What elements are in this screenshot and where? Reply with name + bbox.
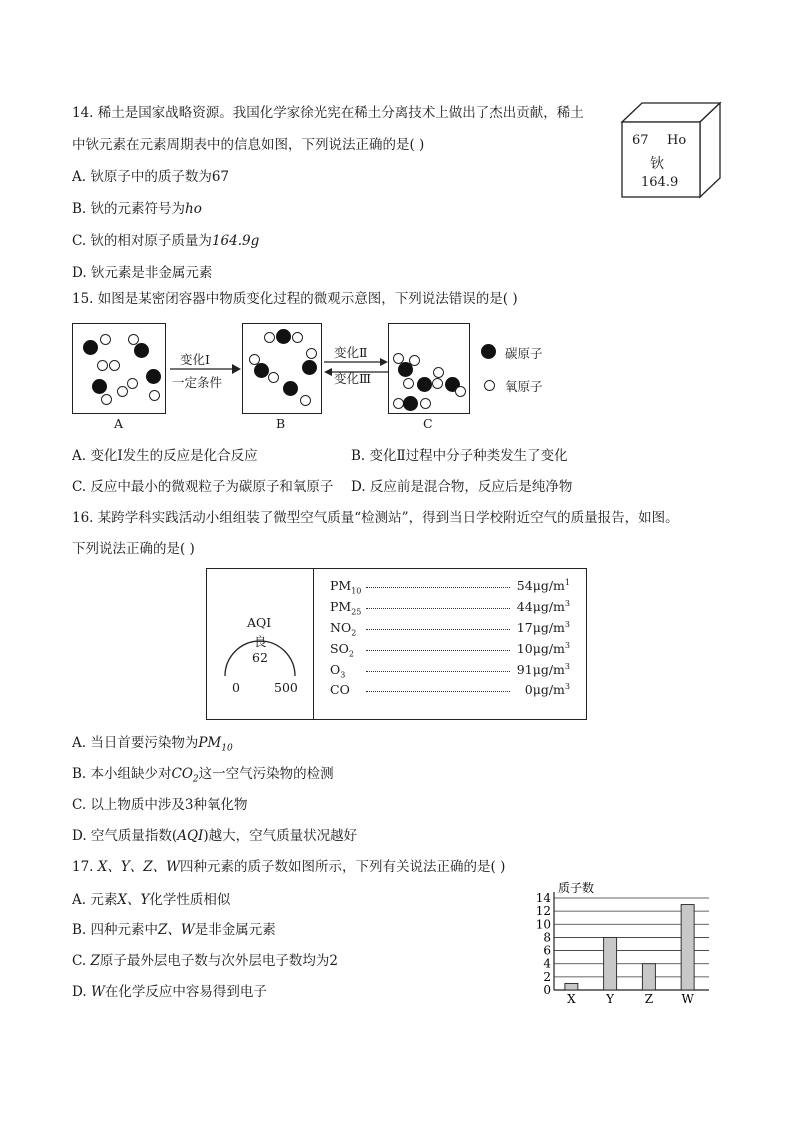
q14-option-c: [72, 232, 259, 250]
aqi-reading-name-sub: 10: [351, 586, 362, 596]
oxygen-atom: [306, 348, 317, 359]
legend-oxygen-label: 氧原子: [505, 379, 543, 394]
q17-option-d-post: 在化学反应中容易得到电子: [104, 984, 267, 1000]
aqi-reading-row: [330, 599, 570, 617]
y-tick-label: 10: [535, 917, 551, 932]
q16-option-b-text: B. 本小组缺少对: [72, 766, 172, 782]
q16-option-c: C. 以上物质中涉及3种氧化物: [72, 797, 248, 813]
aqi-reading-value-sup: 3: [564, 620, 570, 629]
legend-carbon-icon: [481, 344, 496, 359]
leader-dots: [366, 671, 510, 672]
leader-dots: [366, 650, 510, 651]
q14-option-a: A. 钬原子中的质子数为67: [72, 169, 230, 185]
q17-stem-text: 四种元素的质子数如图所示，下列有关说法正确的是( ): [180, 859, 506, 875]
q17-option-d: [72, 983, 267, 1001]
aqi-reading-value-text: 0μg/m: [524, 682, 565, 698]
carbon-atom: [403, 396, 418, 411]
aqi-reading-row: [330, 662, 570, 680]
aqi-reading-name-sub: 25: [351, 607, 362, 617]
x-tick-label: Z: [644, 992, 654, 1006]
proton-count-chart: [535, 880, 720, 1010]
aqi-reading-value: [517, 641, 570, 656]
q14-option-c-text: C. 钬的相对原子质量为: [72, 233, 212, 249]
carbon-atom: [134, 343, 149, 358]
q17-stem: [72, 858, 505, 876]
oxygen-atom: [292, 332, 303, 343]
q16-option-b: [72, 765, 334, 789]
q14-stem-line1: 14. 稀土是国家战略资源。我国化学家徐光宪在稀土分离技术上做出了杰出贡献，稀土: [72, 105, 584, 121]
y-axis-label: 质子数: [558, 881, 595, 895]
q16-option-a-text: A. 当日首要污染物为: [72, 735, 199, 751]
oxygen-atom: [109, 360, 120, 371]
aqi-reading-name: [330, 682, 350, 697]
oxygen-atom: [432, 378, 443, 389]
aqi-reading-name-text: SO: [330, 641, 349, 656]
q17-option-d-math: W: [90, 984, 105, 1000]
oxygen-atom: [101, 394, 112, 405]
q17-stem-math: X、Y、Z、W: [97, 859, 181, 875]
q17-option-c-math: Z: [90, 953, 100, 969]
aqi-reading-value-sup: 3: [564, 641, 570, 650]
element-card-symbol: Ho: [667, 133, 687, 148]
aqi-reading-value-text: 91μg/m: [516, 662, 565, 678]
aqi-reading-value: [517, 662, 570, 677]
q15-arrow1-bottom-label: 一定条件: [172, 375, 223, 390]
aqi-reading-row: [330, 682, 570, 700]
oxygen-atom: [455, 386, 466, 397]
aqi-reading-row: [330, 578, 570, 596]
q15-option-b: B. 变化Ⅱ过程中分子种类发生了变化: [351, 448, 568, 464]
oxygen-atom: [97, 360, 108, 371]
q16-option-a: [72, 734, 233, 758]
aqi-reading-name-sub: 2: [348, 649, 354, 659]
aqi-reading-row: [330, 641, 570, 659]
oxygen-atom: [300, 395, 311, 406]
q15-option-a: A. 变化Ⅰ发生的反应是化合反应: [72, 448, 258, 464]
y-tick-label: 4: [543, 956, 551, 971]
q15-box-b-label: B: [276, 416, 286, 431]
q15-arrow1-top-label: 变化I: [180, 352, 210, 367]
y-tick-label: 6: [543, 943, 551, 958]
q15-arrow2-top-label: 变化Ⅱ: [334, 345, 368, 360]
q17-option-b-text: B. 四种元素中: [72, 922, 159, 938]
y-tick-label: 0: [543, 983, 551, 997]
oxygen-atom: [117, 386, 128, 397]
q16-stem-line1: 16. 某跨学科实践活动小组组装了微型空气质量“检测站”，得到当日学校附近空气的质量报告，如图。: [72, 510, 679, 526]
q17-option-b: [72, 921, 276, 939]
q17-stem-number: 17.: [72, 859, 98, 875]
q16-option-d-post: )越大，空气质量状况越好: [203, 828, 358, 844]
aqi-reading-name: [330, 662, 345, 680]
q14-option-c-mass: 164.9g: [211, 233, 260, 249]
bar-x: [565, 983, 578, 990]
aqi-reading-name-text: O: [330, 662, 341, 677]
q15-stem: 15. 如图是某密闭容器中物质变化过程的微观示意图，下列说法错误的是( ): [72, 291, 518, 307]
oxygen-atom: [268, 372, 279, 383]
q15-option-c: C. 反应中最小的微观粒子为碳原子和氧原子: [72, 479, 334, 495]
oxygen-atom: [403, 378, 414, 389]
aqi-reading-name-text: NO: [330, 620, 352, 635]
q16-option-b-post: 这一空气污染物的检测: [198, 766, 334, 782]
q14-option-b-symbol: ho: [185, 201, 202, 217]
leader-dots: [366, 691, 510, 692]
aqi-reading-name-sub: 2: [351, 628, 357, 638]
y-tick-label: 2: [543, 969, 551, 984]
carbon-atom: [83, 340, 98, 355]
aqi-reading-value: [517, 620, 570, 635]
q16-option-d-math: AQI: [177, 828, 204, 844]
aqi-reading-name-sub: 3: [340, 670, 346, 680]
aqi-gauge-min: 0: [232, 680, 240, 695]
carbon-atom: [302, 360, 317, 375]
legend-oxygen-icon: [484, 380, 495, 391]
leader-dots: [366, 629, 510, 630]
q16-option-b-math: CO: [171, 766, 193, 782]
y-tick-label: 14: [535, 891, 551, 905]
q14-option-b-text: B. 钬的元素符号为: [72, 201, 186, 217]
aqi-reading-name: [330, 578, 361, 596]
bar-z: [642, 964, 655, 990]
q15-box-c-label: C: [423, 416, 433, 431]
q15-box-a: [72, 323, 166, 414]
q14-stem-line2: 中钬元素在元素周期表中的信息如图，下列说法正确的是( ): [72, 137, 425, 153]
q15-box-a-label: A: [114, 416, 124, 431]
oxygen-atom: [433, 367, 444, 378]
element-card-mass: 164.9: [641, 175, 679, 190]
aqi-gauge-max: 500: [274, 680, 298, 695]
q17-option-a: [72, 891, 230, 909]
q17-option-a-math: X、Y: [117, 892, 150, 908]
aqi-reading-name: [330, 599, 361, 617]
aqi-reading-name-text: CO: [330, 682, 350, 697]
q15-arrow2-bottom-label: 变化Ⅲ: [334, 371, 372, 386]
oxygen-atom: [149, 390, 160, 401]
y-tick-label: 8: [543, 930, 551, 945]
aqi-reading-value-text: 10μg/m: [516, 641, 565, 657]
q17-option-c: [72, 952, 338, 970]
aqi-gauge-level: 良: [254, 634, 267, 649]
q17-option-c-post: 原子最外层电子数与次外层电子数均为2: [99, 953, 338, 969]
q14-option-b: [72, 200, 202, 218]
oxygen-atom: [127, 378, 138, 389]
q15-box-b: [242, 323, 322, 414]
q17-option-b-math: Z、W: [158, 922, 195, 938]
y-tick-label: 12: [535, 904, 551, 919]
q16-stem-line2: 下列说法正确的是( ): [72, 541, 195, 557]
aqi-reading-name: [330, 641, 354, 659]
oxygen-atom: [100, 334, 111, 345]
legend-carbon-label: 碳原子: [505, 346, 543, 361]
carbon-atom: [254, 363, 269, 378]
oxygen-atom: [264, 332, 275, 343]
aqi-reading-name-text: PM: [330, 578, 352, 593]
aqi-reading-value-sup: 3: [564, 682, 570, 691]
aqi-reading-value-sup: 3: [564, 662, 570, 671]
oxygen-atom: [128, 334, 139, 345]
q15-box-c: [388, 323, 470, 414]
aqi-divider: [313, 569, 314, 719]
element-card-number: 67: [632, 133, 649, 148]
q16-option-a-math: PM: [198, 735, 222, 751]
leader-dots: [366, 587, 510, 588]
bar-w: [681, 905, 694, 990]
aqi-reading-value-sup: 3: [564, 599, 570, 608]
q16-option-b-sub: 2: [192, 774, 199, 785]
q17-option-c-text: C.: [72, 953, 91, 969]
aqi-reading-value-sup: 1: [564, 578, 570, 587]
carbon-atom: [146, 369, 161, 384]
q17-option-a-post: 化学性质相似: [149, 892, 231, 908]
q17-option-b-post: 是非金属元素: [194, 922, 276, 938]
aqi-reading-name-text: PM: [330, 599, 352, 614]
aqi-reading-value-text: 54μg/m: [516, 578, 565, 594]
aqi-reading-row: [330, 620, 570, 638]
x-tick-label: Y: [606, 992, 615, 1006]
oxygen-atom: [409, 355, 420, 366]
q16-option-d: [72, 827, 357, 845]
q15-option-d: D. 反应前是混合物，反应后是纯净物: [351, 479, 573, 495]
element-card-name: 钬: [650, 156, 664, 172]
q16-option-a-sub: 10: [221, 743, 233, 754]
aqi-reading-name: [330, 620, 356, 638]
carbon-atom: [417, 377, 432, 392]
aqi-gauge-title: AQI: [247, 615, 272, 630]
x-tick-label: W: [681, 992, 694, 1006]
carbon-atom: [92, 379, 107, 394]
leader-dots: [366, 608, 510, 609]
carbon-atom: [276, 329, 291, 344]
q17-option-d-text: D.: [72, 984, 91, 1000]
aqi-reading-value: [525, 682, 570, 697]
aqi-reading-value: [517, 578, 570, 593]
carbon-atom: [283, 381, 298, 396]
aqi-reading-value-text: 44μg/m: [516, 599, 565, 615]
q14-option-d: D. 钬元素是非金属元素: [72, 265, 213, 281]
aqi-reading-value: [517, 599, 570, 614]
aqi-gauge-value: 62: [252, 650, 268, 665]
x-tick-label: X: [567, 992, 576, 1006]
q16-option-d-text: D. 空气质量指数(: [72, 828, 178, 844]
aqi-reading-value-text: 17μg/m: [516, 620, 565, 636]
bar-y: [604, 937, 617, 990]
q17-option-a-text: A. 元素: [72, 892, 118, 908]
oxygen-atom: [420, 398, 431, 409]
